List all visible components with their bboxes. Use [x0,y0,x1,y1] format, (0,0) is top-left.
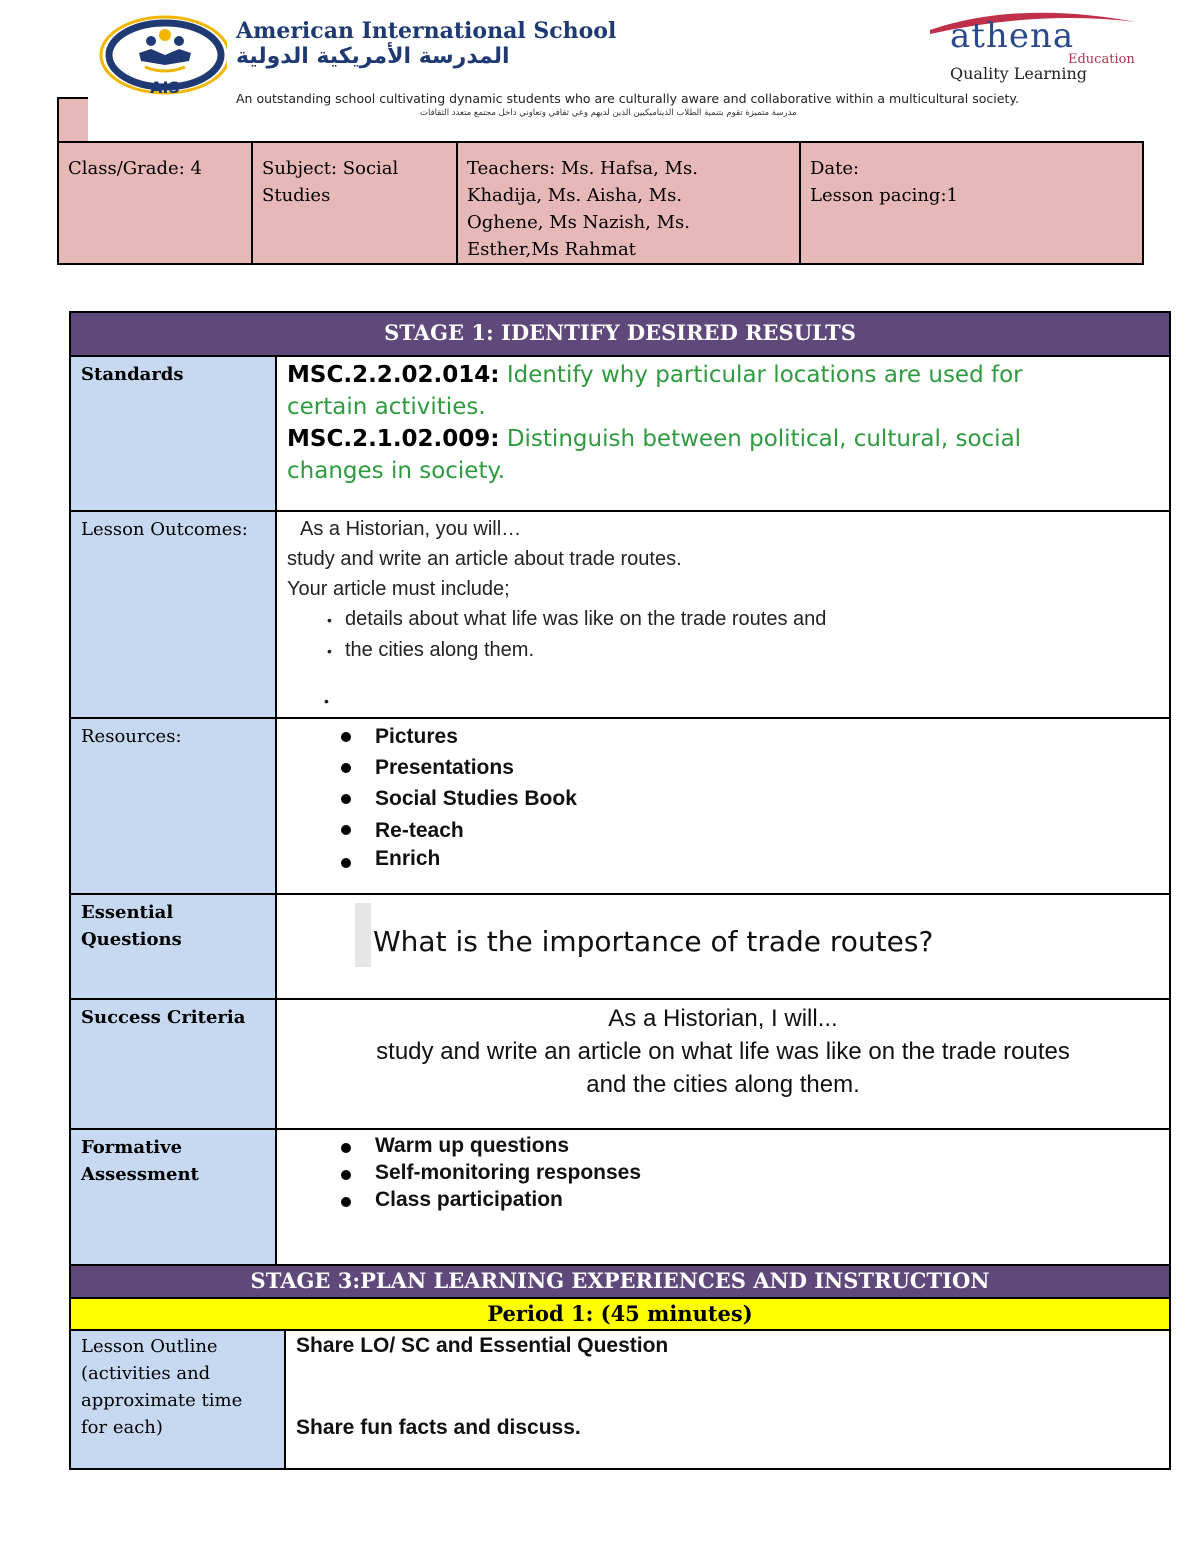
class-grade-cell [58,142,252,264]
essential-label-line-2: Questions [81,929,182,950]
success-line-1: As a Historian, I will... [608,1005,838,1032]
outcome-bullet-2: • the cities along them. [345,635,1159,666]
resources-label: Resources: [70,718,276,894]
success-line-2: study and write an article on what life was like on the trade routes [376,1038,1070,1065]
school-motto-arabic: مدرسة متميزة تقوم بتنمية الطلاب الديناميكيين الذين لديهم وعي ثقافي وتعاوني داخل مجتمع متعدد الثقافات [420,108,797,118]
class-grade: Class/Grade: 4 [68,158,202,179]
standard-2 [287,423,1159,455]
formative-assessment-label [70,1129,276,1265]
teachers-line-4: Esther,Ms Rahmat [467,239,636,260]
outline-label-line-4: for each) [81,1417,163,1438]
essential-question: What is the importance of trade routes? [373,925,934,958]
date-label: Date: [810,158,860,179]
success-line-3: and the cities along them. [586,1071,860,1098]
partner-tagline: Quality Learning [950,64,1087,83]
standard-1-code: MSC.2.2.02.014: [287,362,500,388]
essential-question-cell [276,894,1170,999]
empty-bullet: • [324,693,329,709]
formative-label-line-2: Assessment [81,1164,199,1185]
resources-list [277,721,1169,871]
standard-2-code: MSC.2.1.02.009: [287,426,500,452]
resource-item: Re-teach [375,814,1169,847]
lesson-plan-table [69,311,1171,1331]
date-cell [800,142,1143,264]
resources-cell [276,718,1170,894]
essential-label-line-1: Essential [81,902,174,923]
essential-questions-label [70,894,276,999]
teachers-line-3: Oghene, Ms Nazish, Ms. [467,212,690,233]
resource-item: Pictures [375,721,1169,752]
school-motto-english: An outstanding school cultivating dynamic students who are culturally aware and collaborative within a multicultural society. [236,91,1019,106]
lesson-outline-cell [285,1330,1170,1469]
outcomes-label: Lesson Outcomes: [70,511,276,718]
formative-item: Class participation [375,1186,1169,1213]
teachers-cell [457,142,800,264]
lesson-outline-label [70,1330,285,1469]
success-criteria-label: Success Criteria [70,999,276,1129]
standard-2-text-line-2: changes in society. [287,458,506,484]
outcomes-line-3: Your article must include; [287,578,510,600]
lesson-info-table [57,141,1144,265]
outline-spacer [296,1361,1159,1413]
outcomes-list [287,604,1159,666]
partner-logo-name: athena [950,16,1075,56]
formative-label-line-1: Formative [81,1137,183,1158]
standard-1-line-2 [287,391,1159,423]
standards-cell [276,356,1170,511]
stage3-heading: STAGE 3:PLAN LEARNING EXPERIENCES AND INSTRUCTION [70,1265,1170,1298]
standards-label: Standards [70,356,276,511]
formative-item: Self-monitoring responses [375,1159,1169,1186]
outcomes-intro: As a Historian, you will… [300,518,522,540]
logo-text: AIS [150,78,180,97]
resource-item: Presentations [375,752,1169,783]
teachers-line-1: Teachers: Ms. Hafsa, Ms. [467,158,698,179]
stage1-heading: STAGE 1: IDENTIFY DESIRED RESULTS [70,312,1170,356]
lesson-outline-table [69,1329,1171,1470]
subject-line-1: Subject: Social [262,158,399,179]
lesson-pacing: Lesson pacing:1 [810,185,958,206]
subject-line-2: Studies [262,185,331,206]
partner-logo-sub: Education [1068,52,1135,67]
standard-1 [287,359,1159,391]
standard-1-text-line-1: Identify why particular locations are used for [499,362,1023,388]
success-criteria-cell [276,999,1170,1129]
teachers-line-2: Khadija, Ms. Aisha, Ms. [467,185,683,206]
period-heading: Period 1: (45 minutes) [70,1298,1170,1330]
quote-bar [355,903,371,967]
outline-item-2: Share fun facts and discuss. [296,1416,581,1439]
school-name-arabic: المدرسة الأمريكية الدولية [236,44,510,69]
resource-item: Enrich [375,847,1169,871]
outcomes-cell [276,511,1170,718]
formative-cell [276,1129,1170,1265]
resource-item: Social Studies Book [375,783,1169,814]
formative-list [277,1132,1169,1213]
outcome-bullet-1: • details about what life was like on the trade routes and [345,604,1159,635]
formative-item: Warm up questions [375,1132,1169,1159]
outline-label-line-2: (activities and [81,1363,211,1384]
outline-label-line-3: approximate time [81,1390,243,1411]
school-logo [95,15,227,97]
subject-cell [252,142,457,264]
outline-item-1: Share LO/ SC and Essential Question [296,1334,669,1357]
standard-2-text-line-1: Distinguish between political, cultural, social [499,426,1022,452]
school-name-english: American International School [236,18,617,44]
outline-label-line-1: Lesson Outline [81,1336,218,1357]
outcomes-line-2: study and write an article about trade routes. [287,548,682,570]
standard-1-text-line-2: certain activities. [287,394,486,420]
standard-2-line-2 [287,455,1159,487]
